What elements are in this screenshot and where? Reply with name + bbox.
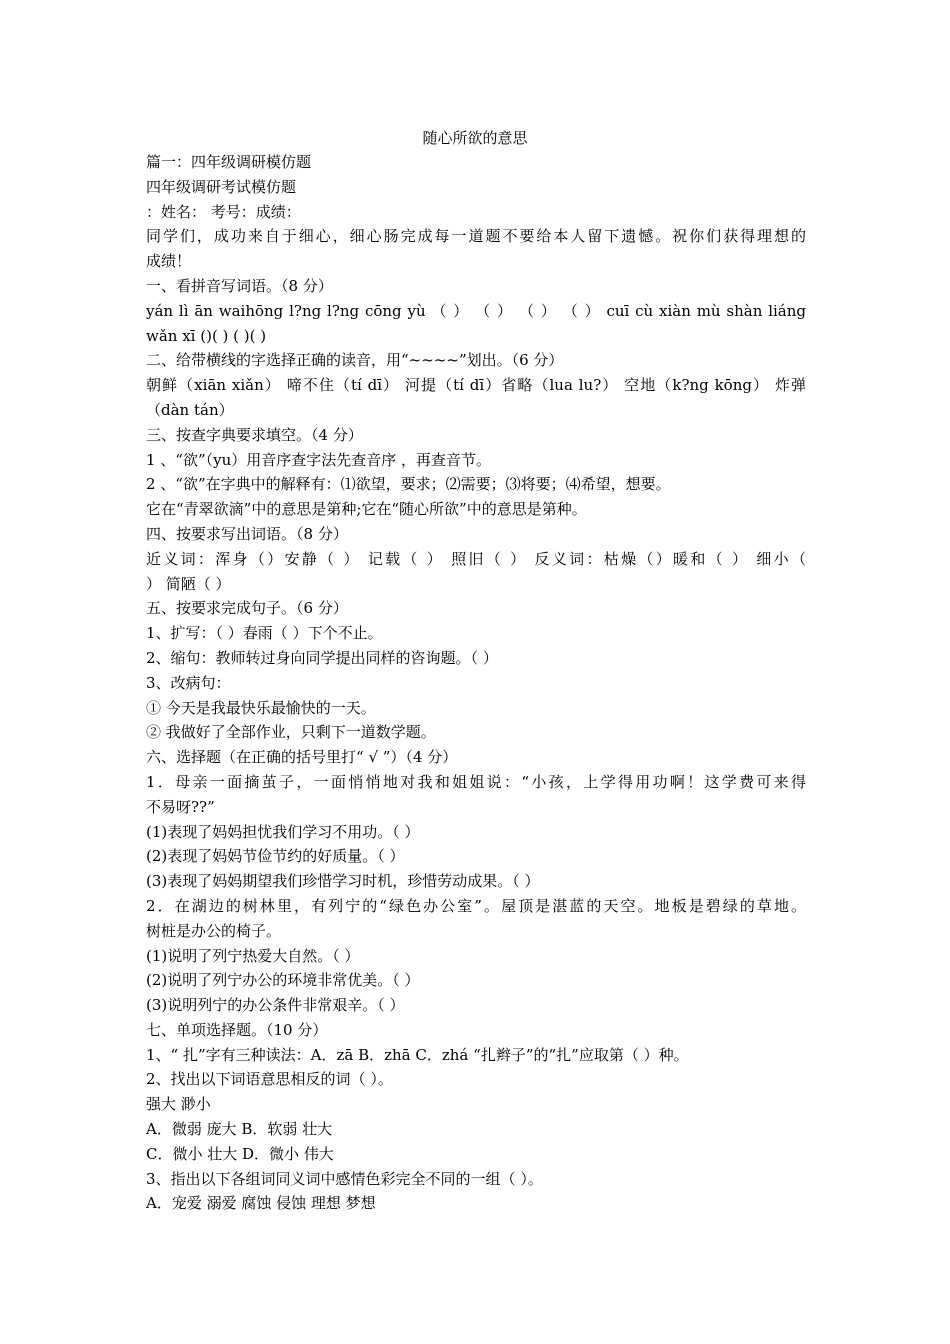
text-line: 2．在湖边的树林里，有列宁的“绿色办公室”。屋顶是湛蓝的天空。地板是碧绿的草地。 bbox=[146, 896, 806, 915]
text-line: 不易呀??” bbox=[146, 797, 215, 816]
text-line: 1 、“欲”（yu）用音序查字法先查音序 ，再查音节。 bbox=[146, 450, 492, 469]
text-line: 2 、“欲”在字典中的解释有：⑴欲望，要求；⑵需要；⑶将要；⑷希望，想要。 bbox=[146, 475, 671, 494]
text-line: （dàn tán） bbox=[146, 400, 234, 419]
text-line: 3、改病句： bbox=[146, 673, 231, 692]
text-line: 五、按要求完成句子。（6 分） bbox=[146, 599, 348, 618]
text-line: ） 简陋（ ） bbox=[146, 574, 231, 593]
text-line: 同学们，成功来自于细心，细心肠完成每一道题不要给本人留下遗憾。祝你们获得理想的 bbox=[146, 227, 806, 246]
text-line: 1、“ 扎”字有三种读法：A．zā B．zhā C．zhá “扎辫子”的“扎”应取第（ ）种。 bbox=[146, 1045, 689, 1064]
text-line: 1．母亲一面摘茧子，一面悄悄地对我和姐姐说：“小孩，上学得用功啊！这学费可来得 bbox=[146, 772, 806, 791]
text-line: ② 我做好了全部作业，只剩下一道数学题。 bbox=[146, 723, 436, 742]
text-line: A．宠爱 溺爱 腐蚀 侵蚀 理想 梦想 bbox=[146, 1194, 376, 1213]
text-line: 四、按要求写出词语。（8 分） bbox=[146, 524, 348, 543]
text-line: 强大 渺小 bbox=[146, 1095, 211, 1114]
text-line: 四年级调研考试模仿题 bbox=[146, 177, 297, 196]
text-line: (1)表现了妈妈担忧我们学习不用功。（ ） bbox=[146, 822, 420, 841]
text-line: yán lì ān waihōng l?ng l?ng cōng yù （ ） （ ） （ ） （ ） cuī cù xiàn mù shàn liáng bbox=[146, 301, 806, 320]
text-line: C．微小 壮大 D．微小 伟大 bbox=[146, 1144, 334, 1163]
text-line: 近义词：浑身（）安静（ ） 记载（ ） 照旧（ ） 反义词：枯燥（）暖和（ ） 细小（ bbox=[146, 549, 806, 568]
text-line: 2、找出以下词语意思相反的词（ ）。 bbox=[146, 1070, 393, 1089]
text-line: 七、单项选择题。（10 分） bbox=[146, 1020, 328, 1039]
text-line: 成绩！ bbox=[146, 252, 192, 271]
text-line: 它在“青翠欲滴”中的意思是第种;它在“随心所欲”中的意思是第种。 bbox=[146, 500, 587, 519]
text-line: 树桩是办公的椅子。 bbox=[146, 921, 282, 940]
text-line: ① 今天是我最快乐最愉快的一天。 bbox=[146, 698, 376, 717]
text-line: (2)说明了列宁办公的环境非常优美。（ ） bbox=[146, 971, 420, 990]
text-line: 二、给带横线的字选择正确的读音，用“~~~~”划出。（6 分） bbox=[146, 351, 564, 370]
text-line: 篇一：四年级调研模仿题 bbox=[146, 153, 312, 171]
text-line: (3)说明列宁的办公条件非常艰辛。（ ） bbox=[146, 996, 405, 1015]
text-line: wǎn xī ()( ) ( )( ) bbox=[146, 326, 267, 345]
document-title: 随心所欲的意思 bbox=[422, 129, 528, 147]
text-line: (3)表现了妈妈期望我们珍惜学习时机，珍惜劳动成果。（ ） bbox=[146, 872, 540, 891]
text-line: (2)表现了妈妈节俭节约的好质量。（ ） bbox=[146, 847, 405, 866]
text-line: 2、缩句：教师转过身向同学提出同样的咨询题。（ ） bbox=[146, 648, 498, 667]
text-line: ：姓名： 考号：成绩： bbox=[146, 202, 301, 221]
document-body bbox=[146, 150, 806, 1216]
text-line: 一、看拼音写词语。（8 分） bbox=[146, 276, 333, 295]
text-line: 三、按查字典要求填空。（4 分） bbox=[146, 425, 363, 444]
text-line: 六、选择题（在正确的括号里打“ √ ”）（4 分） bbox=[146, 748, 458, 767]
text-line: A．微弱 庞大 B．软弱 壮大 bbox=[146, 1120, 333, 1139]
text-line: 1、扩写：（ ）春雨（ ）下个不止。 bbox=[146, 624, 383, 643]
text-line: (1)说明了列宁热爱大自然。（ ） bbox=[146, 946, 360, 965]
text-line: 3、指出以下各组词同义词中感情色彩完全不同的一组（ ）。 bbox=[146, 1169, 543, 1188]
text-line: 朝鲜（xiān xiǎn） 啼不住（tí dī） 河提（tí dī）省略（lua lu?） 空地（k?ng kōng） 炸弹 bbox=[146, 376, 806, 395]
